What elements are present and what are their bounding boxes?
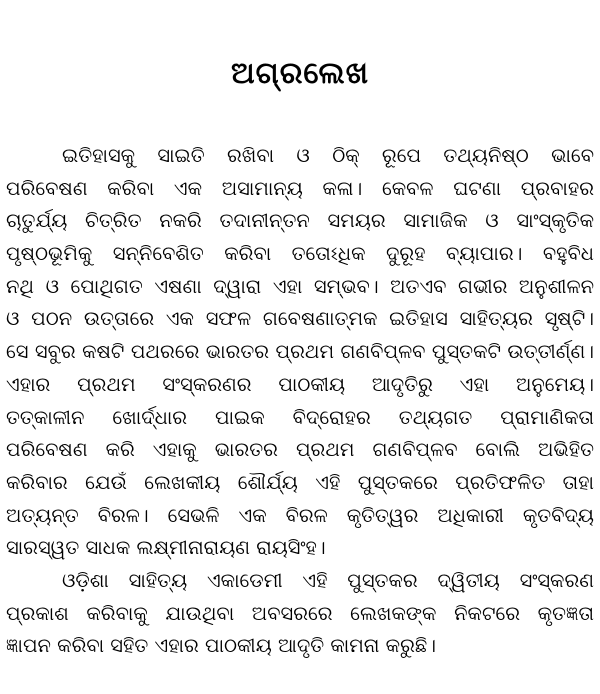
text-line: ତତ୍କାଳୀନ ଖୋର୍ଦ୍ଧାର ପାଇକ ବିଦ୍ରୋହର ତଥ୍ୟଗତ ପ୍ରାମାଣିକତା xyxy=(6,405,594,429)
page-title: ଅଗ୍ରଲେଖ xyxy=(230,56,370,91)
text-line: ଇତିହାସକୁ ସାଇତି ରଖିବା ଓ ଠିକ୍ ରୂପେ ତଥ୍ୟନିଷ୍ଠ ଭାବେ xyxy=(62,144,594,167)
body-text xyxy=(6,140,594,663)
text-line: ଅତ୍ୟନ୍ତ ବିରଳ। ସେଭଳି ଏକ ବିରଳ କୃତିତ୍ୱର ଅଧିକାରୀ କୃତବିଦ୍ୟ xyxy=(6,503,594,527)
text-line: ଏହାର ପ୍ରଥମ ସଂସ୍କରଣର ପାଠକୀୟ ଆଦୃତିରୁ ଏହା ଅନୁମେୟ। xyxy=(6,372,594,396)
text-line: ପରିବେଷଣ କରି ଏହାକୁ ଭାରତର ପ୍ରଥମ ଗଣବିପ୍ଳବ ବୋଲି ଅଭିହିତ xyxy=(6,438,594,462)
text-line: ଓଡ଼ିଶା ସାହିତ୍ୟ ଏକାଡେମୀ ଏହି ପୁସ୍ତକର ଦ୍ୱିତୀୟ ସଂସ୍କରଣ xyxy=(62,568,594,592)
text-line: ଓ ପଠନ ଉତ୍ତାରେ ଏକ ସଫଳ ଗବେଷଣାତ୍ମକ ଇତିହାସ ସାହିତ୍ୟର ସୃଷ୍ଟି। xyxy=(6,307,594,331)
text-line: ପରିବେଷଣ କରିବା ଏକ ଅସାମାନ୍ୟ କଳା। କେବଳ ଘଟଣା ପ୍ରବାହର xyxy=(6,176,594,200)
text-line: ପ୍ରକାଶ କରିବାକୁ ଯାଉଥିବା ଅବସରରେ ଲେଖକଙ୍କ ନିକଟରେ କୃତଜ୍ଞତା xyxy=(6,601,594,625)
text-line: ସାରସ୍ୱତ ସାଧକ ଲକ୍ଷ୍ମୀନାରାୟଣ ରାୟସିଂହ। xyxy=(6,536,326,560)
text-line: କରିବାର ଯେଉଁ ଲେଖକୀୟ ଶୌର୍ଯ୍ୟ ଏହି ପୁସ୍ତକରେ ପ୍ରତିଫଳିତ ତାହା xyxy=(6,470,594,494)
text-line: ପୃଷ୍ଠଭୂମିକୁ ସନ୍ନିବେଶିତ କରିବା ତତୋଽଧିକ ଦୁରୂହ ବ୍ୟାପାର। ବହୁବିଧ xyxy=(6,242,594,266)
text-line: ଜ୍ଞାପନ କରିବା ସହିତ ଏହାର ପାଠକୀୟ ଆଦୃତି କାମନା କରୁଛି। xyxy=(6,634,437,658)
text-line: ସେ ସବୁର କଷଟି ପଥରରେ ଭାରତର ପ୍ରଥମ ଗଣବିପ୍ଳବ ପୁସ୍ତକଟି ଉତ୍ତୀର୍ଣ୍ଣ। xyxy=(6,340,594,364)
text-line: ଚାତୁର୍ଯ୍ୟ ଚିତ୍ରିତ ନକରି ତଦାନୀନ୍ତନ ସମୟର ସାମାଜିକ ଓ ସାଂସ୍କୃତିକ xyxy=(6,209,594,233)
text-line: ନଥି ଓ ପୋଥିଗତ ଏଷଣା ଦ୍ୱାରା ଏହା ସମ୍ଭବ। ଅତଏବ ଗଭୀର ଅନୁଶୀଳନ xyxy=(6,274,594,298)
